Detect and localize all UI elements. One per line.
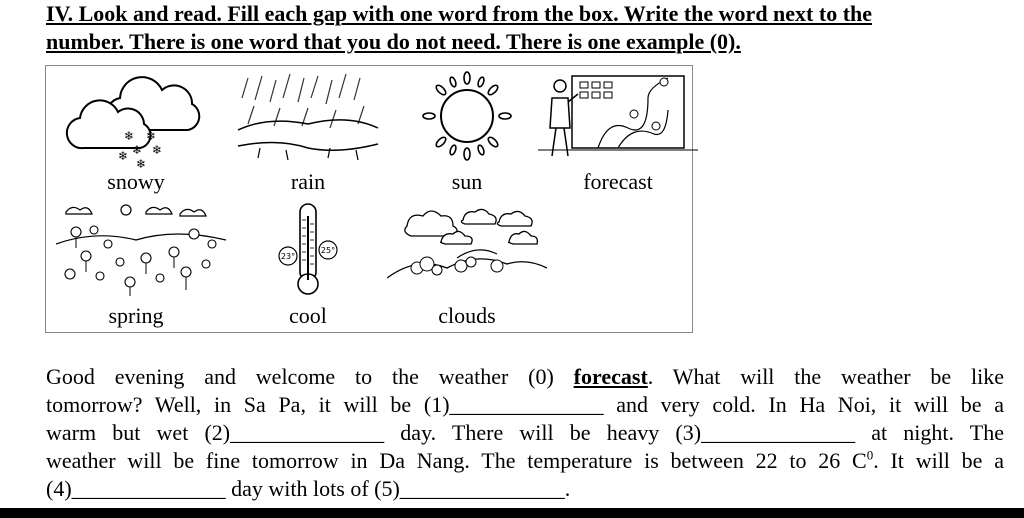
word-snowy: snowy	[107, 169, 165, 194]
svg-text:❄: ❄	[118, 149, 129, 163]
instructions-line-2: number. There is one word that you do not need. There is one example (0).	[46, 29, 741, 54]
thermometer-label-left: 23°	[280, 252, 296, 261]
snowy-card	[56, 68, 216, 198]
weather-presenter-icon	[538, 68, 698, 178]
weather-passage	[46, 363, 1004, 503]
sun-card	[387, 68, 547, 198]
heavy-rain-icon	[228, 68, 388, 178]
passage-line-3: warm but wet (2)______________ day. There will be heavy (3)______________ at night. The	[46, 420, 1004, 445]
svg-text:❄: ❄	[124, 129, 135, 143]
word-rain: rain	[290, 169, 326, 194]
instructions-line-1: IV. Look and read. Fill each gap with one word from the box. Write the word next to the	[46, 1, 873, 26]
cool-card	[228, 200, 388, 330]
word-sun: sun	[451, 169, 483, 194]
svg-text:❄: ❄	[132, 143, 143, 157]
word-forecast: forecast	[583, 169, 653, 194]
word-spring: spring	[108, 303, 164, 328]
passage-line-4	[46, 447, 1004, 475]
thermometer-label-right: 25°	[320, 246, 336, 255]
sun-icon	[387, 68, 547, 178]
forecast-card	[538, 68, 698, 198]
degree-superscript: 0	[866, 447, 874, 463]
clouds-card	[387, 200, 547, 330]
spring-flowers-icon	[56, 200, 226, 300]
passage-text-5: weather will be fine tomorrow in Da Nang. The temperature is between 22 to 26 C	[46, 448, 867, 473]
passage-line-2: tomorrow? Well, in Sa Pa, it will be (1)______________ and very cold. In Ha Noi, it will be a	[46, 392, 1004, 417]
svg-text:❄: ❄	[136, 157, 147, 171]
passage-text-2: . What will the weather be like	[647, 364, 1005, 389]
svg-text:❄: ❄	[152, 143, 163, 157]
word-clouds: clouds	[438, 303, 496, 328]
word-picture-box	[45, 65, 693, 333]
word-cool: cool	[289, 303, 327, 328]
snow-cloud-icon	[56, 68, 216, 178]
thermometer-icon	[228, 200, 388, 300]
spring-card	[56, 200, 226, 330]
exercise-instructions	[46, 0, 1006, 56]
passage-line-5: (4)______________ day with lots of (5)_______________.	[46, 476, 571, 501]
rain-card	[228, 68, 388, 198]
example-answer: forecast	[573, 364, 648, 389]
passage-line-1	[46, 363, 1004, 391]
svg-text:❄: ❄	[146, 129, 157, 143]
bottom-border	[0, 508, 1024, 518]
clouds-icon	[387, 200, 547, 300]
passage-text-1: Good evening and welcome to the weather (0)	[46, 364, 554, 389]
passage-text-6: . It will be a	[873, 448, 1004, 473]
